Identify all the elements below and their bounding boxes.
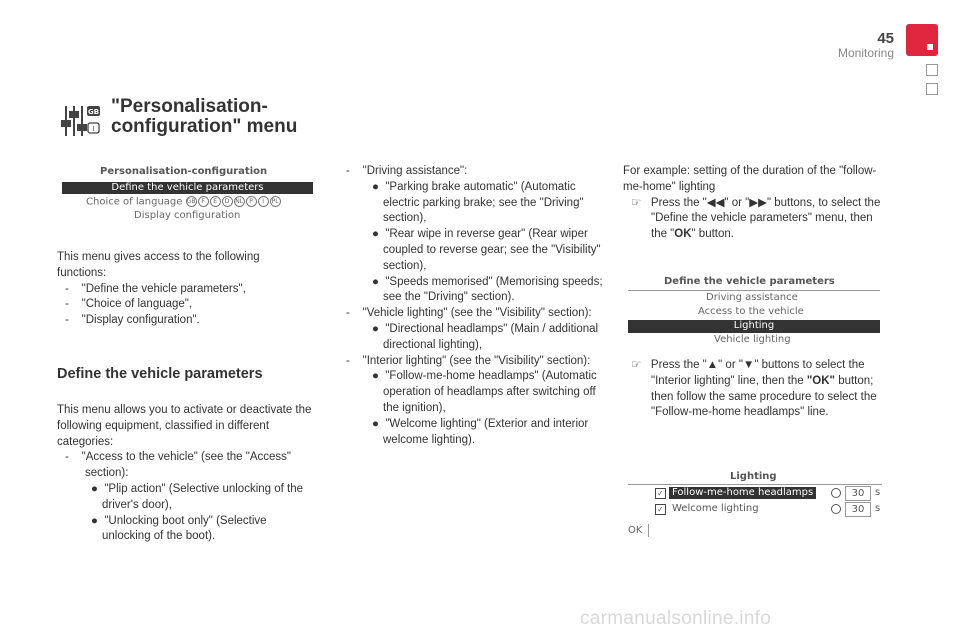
divider [628, 290, 880, 291]
settings-row [655, 503, 885, 517]
down-arrow-icon: ▼ [742, 359, 755, 371]
menu-line: Access to the vehicle [698, 306, 804, 317]
language-flag-icon: I [258, 196, 269, 207]
menu-line: Display configuration [134, 210, 241, 221]
list-item: ● "Directional headlamps" (Main / additional directional lighting), [372, 322, 599, 351]
list-item: - "Choice of language", [65, 298, 193, 311]
arrow-bullet-icon: ☞ [631, 196, 642, 209]
arrow-bullet-icon: ☞ [631, 359, 642, 371]
duration-value: 30 [845, 502, 871, 517]
unit-label: s [875, 503, 881, 514]
list-item: ● "Rear wipe in reverse gear" (Rear wiper coupled to reverse gear; see the "Visibility" section), [372, 228, 601, 272]
list-item: - "Access to the vehicle" (see the "Access" section): [65, 451, 291, 480]
page-number: 45 [877, 30, 894, 47]
menu-line: Driving assistance [706, 292, 798, 303]
instruction-step: ☞ Press the "◀◀" or "▶▶" buttons, to select the "Define the vehicle parameters" menu, then the "OK" button. [631, 196, 881, 241]
screen-title: Define the vehicle parameters [664, 276, 835, 287]
watermark: carmanualsonline.info [580, 608, 772, 629]
list-item: ● "Speeds memorised" (Memorising speeds; see the "Driving" section). [372, 275, 603, 304]
screen-title: Personalisation-configuration [100, 166, 268, 177]
up-arrow-icon: ▲ [706, 359, 719, 371]
instruction-step: ☞ Press the "▲" or "▼" buttons to select the "Interior lighting" line, then the "OK" button; then follow the same procedure to select the "Follow-me-home headlamps" line. [631, 359, 877, 419]
settings-row [655, 487, 885, 501]
language-flag-icon: P [246, 196, 257, 207]
language-flag-icon: PL [270, 196, 281, 207]
section-tab [906, 24, 938, 56]
list-item: - "Driving assistance": [346, 165, 468, 177]
selected-menu-line: Lighting [628, 320, 880, 333]
step2-text [623, 358, 885, 421]
outline-box-icon [926, 64, 938, 76]
svg-text:GB: GB [87, 108, 100, 116]
define-text: This menu allows you to activate or deactivate the following equipment, classified in different categories: - "Access to the vehicle" (see the "Access" section): ● "Plip action" (Selective unlocking of the driver's door), ● "Unlocking boot only" (Selective unlocking of the boot). [57, 403, 315, 545]
vehicle-parameters-screen [628, 276, 882, 346]
language-flag-icon: D [222, 196, 233, 207]
section-heading: Define the vehicle parameters [57, 366, 263, 382]
clock-icon [831, 504, 841, 514]
clock-icon [831, 488, 841, 498]
list-item: ● "Follow-me-home headlamps" (Automatic operation of headlamps after switching off the ignition), [372, 370, 597, 414]
list-item: - "Interior lighting" (see the "Visibility" section): [346, 354, 591, 367]
divider [628, 484, 882, 485]
language-flags [186, 197, 282, 208]
language-flag-icon: GB [186, 198, 196, 205]
section-name: Monitoring [837, 46, 894, 60]
example-text: For example: setting of the duration of the "follow-me-home" lighting ☞ Press the "◀◀" or "▶▶" buttons, to select the "Define the vehicle parameters" menu, then the "OK" button. [623, 164, 885, 243]
selected-menu-line: Define the vehicle parameters [62, 182, 313, 194]
menu-line: Choice of language GB F E D NL P I PL [86, 196, 282, 208]
list-item: - "Vehicle lighting" (see the "Visibility" section): [346, 307, 592, 320]
rewind-icon: ◀◀ [706, 196, 725, 209]
tab-marker-icon [927, 44, 933, 50]
checkbox-checked-icon: ✓ [655, 488, 666, 499]
checkbox-checked-icon: ✓ [655, 504, 666, 515]
outline-box-icon [926, 83, 938, 95]
language-flag-icon: E [210, 196, 221, 207]
page-title: "Personalisation- configuration" menu [111, 96, 298, 137]
menu-line: Vehicle lighting [714, 334, 791, 345]
list-item: ● "Welcome lighting" (Exterior and interior welcome lighting). [372, 417, 589, 446]
list-item: - "Display configuration". [65, 314, 200, 327]
ok-label: OK [628, 524, 649, 537]
row-label: Follow-me-home headlamps [669, 487, 816, 499]
list-item: - "Define the vehicle parameters", [65, 282, 246, 295]
intro-text: This menu gives access to the following functions: - "Define the vehicle parameters", - "Choice of language", - "Display configuration". [57, 250, 312, 329]
row-label: Welcome lighting [672, 503, 759, 514]
category-list [338, 164, 603, 448]
settings-menu-icon [60, 103, 102, 139]
forward-icon: ▶▶ [749, 196, 767, 209]
duration-value: 30 [845, 486, 871, 501]
language-flag-icon: NL [235, 198, 244, 205]
language-flag-icon: F [198, 196, 209, 207]
list-item: ● "Parking brake automatic" (Automatic electric parking brake; see the "Driving" section), [372, 180, 584, 225]
unit-label: s [875, 487, 881, 498]
list-item: ● "Unlocking boot only" (Selective unlocking of the boot). [91, 514, 267, 543]
personalisation-screen [60, 166, 315, 226]
screen-title: Lighting [730, 471, 777, 482]
list-item: ● "Plip action" (Selective unlocking of the driver's door), [91, 482, 304, 511]
svg-text:I: I [92, 125, 95, 133]
